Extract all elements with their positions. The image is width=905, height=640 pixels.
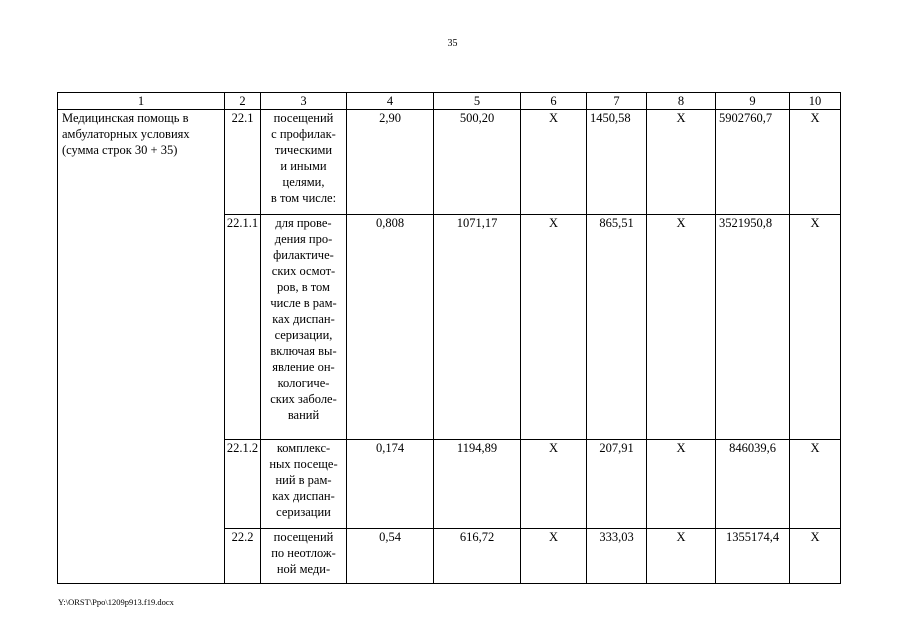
header-cell: 1 [58, 93, 225, 110]
unit-cell: посещений по неотлож- ной меди- [261, 529, 347, 584]
header-cell: 8 [647, 93, 716, 110]
header-cell: 6 [521, 93, 587, 110]
value-cell: Х [790, 440, 841, 529]
header-cell: 2 [225, 93, 261, 110]
value-cell: 616,72 [434, 529, 521, 584]
unit-cell: комплекс- ных посеще- ний в рам- ках диспан- серизации [261, 440, 347, 529]
value-cell: 865,51 [587, 215, 647, 440]
value-cell: 207,91 [587, 440, 647, 529]
value-cell: 5902760,7 [716, 110, 790, 215]
value-cell: 1355174,4 [716, 529, 790, 584]
value-cell: 846039,6 [716, 440, 790, 529]
value-cell: 1450,58 [587, 110, 647, 215]
header-cell: 3 [261, 93, 347, 110]
value-cell: Х [521, 110, 587, 215]
value-cell: 3521950,8 [716, 215, 790, 440]
unit-cell: посещений с профилак- тическими и иными целями, в том числе: [261, 110, 347, 215]
row-code: 22.2 [225, 529, 261, 584]
value-cell: 1194,89 [434, 440, 521, 529]
value-cell: 0,174 [347, 440, 434, 529]
value-cell: 333,03 [587, 529, 647, 584]
row-description: Медицинская помощь в амбулаторных условиях (сумма строк 30 + 35) [58, 110, 225, 584]
unit-cell: для прове- дения про- филактиче- ских осмот- ров, в том числе в рам- ках диспан- серизации, включая вы- явление он- кологиче- ских заболе- ваний [261, 215, 347, 440]
header-cell: 4 [347, 93, 434, 110]
value-cell: Х [647, 529, 716, 584]
value-cell: Х [790, 529, 841, 584]
value-cell: Х [647, 440, 716, 529]
data-table [57, 92, 841, 584]
value-cell: Х [521, 215, 587, 440]
header-cell: 10 [790, 93, 841, 110]
value-cell: Х [647, 110, 716, 215]
value-cell: 500,20 [434, 110, 521, 215]
value-cell: 0,54 [347, 529, 434, 584]
row-code: 22.1.1 [225, 215, 261, 440]
value-cell: Х [790, 110, 841, 215]
value-cell: 0,808 [347, 215, 434, 440]
header-cell: 9 [716, 93, 790, 110]
value-cell: 2,90 [347, 110, 434, 215]
value-cell: Х [521, 529, 587, 584]
value-cell: Х [647, 215, 716, 440]
row-code: 22.1.2 [225, 440, 261, 529]
value-cell: 1071,17 [434, 215, 521, 440]
header-cell: 7 [587, 93, 647, 110]
value-cell: Х [790, 215, 841, 440]
value-cell: Х [521, 440, 587, 529]
page-number: 35 [447, 38, 458, 49]
table-header-row [58, 93, 841, 110]
footer-file-path: Y:\ORST\Ppo\1209p913.f19.docx [58, 597, 174, 607]
row-code: 22.1 [225, 110, 261, 215]
header-cell: 5 [434, 93, 521, 110]
table-row [58, 110, 841, 215]
